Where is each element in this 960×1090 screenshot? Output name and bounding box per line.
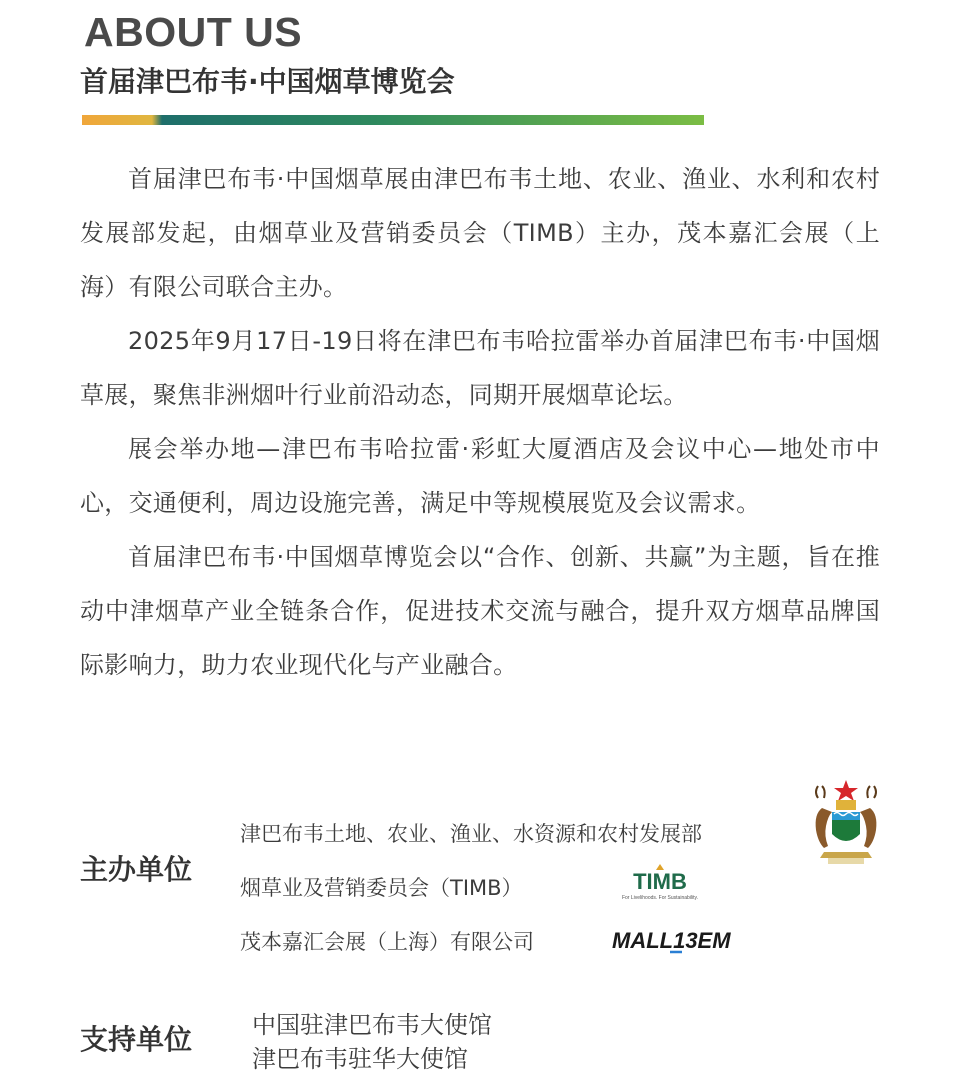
- organizers-label: 主办单位: [80, 853, 193, 886]
- organizer-item: 茂本嘉汇会展（上海）有限公司: [240, 930, 534, 954]
- paragraph: 展会举办地—津巴布韦哈拉雷·彩虹大厦酒店及会议中心—地处市中心，交通便利，周边设施完善，满足中等规模展览及会议需求。: [80, 435, 880, 517]
- intro-text: [80, 152, 880, 692]
- supporter-item: 中国驻津巴布韦大使馆: [252, 1011, 492, 1039]
- supporters-label: 支持单位: [80, 1023, 193, 1056]
- svg-text:TIMB: TIMB: [633, 869, 687, 894]
- timb-logo-icon: [618, 862, 702, 902]
- organizer-item: 烟草业及营销委员会（TIMB）: [240, 876, 523, 900]
- page-title-cn: 首届津巴布韦·中国烟草博览会: [80, 65, 455, 98]
- organizer-item: 津巴布韦土地、农业、渔业、水资源和农村发展部: [240, 822, 702, 846]
- svg-text:For Livelihoods. For Sustainab: For Livelihoods. For Sustainability.: [621, 895, 699, 901]
- paragraph: 2025年9月17日-19日将在津巴布韦哈拉雷举办首届津巴布韦·中国烟草展，聚焦非洲烟叶行业前沿动态，同期开展烟草论坛。: [80, 327, 880, 409]
- zimbabwe-coat-of-arms-icon: [798, 778, 898, 870]
- supporter-item: 津巴布韦驻华大使馆: [252, 1045, 468, 1073]
- paragraph: 首届津巴布韦·中国烟草博览会以“合作、创新、共赢”为主题，旨在推动中津烟草产业全链条合作，促进技术交流与融合，提升双方烟草品牌国际影响力，助力农业现代化与产业融合。: [80, 543, 880, 679]
- mall13em-logo-icon: [610, 925, 736, 955]
- svg-text:MALL13EM: MALL13EM: [612, 928, 731, 953]
- title-underline-bar: [82, 115, 704, 125]
- paragraph: 首届津巴布韦·中国烟草展由津巴布韦土地、农业、渔业、水利和农村发展部发起，由烟草业及营销委员会（TIMB）主办，茂本嘉汇会展（上海）有限公司联合主办。: [80, 165, 880, 301]
- page-title-en: ABOUT US: [84, 9, 303, 55]
